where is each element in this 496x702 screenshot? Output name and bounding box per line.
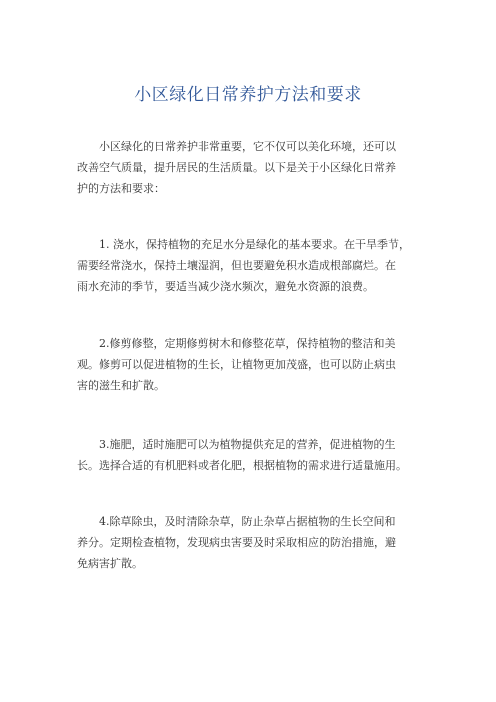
paragraph-line: 雨水充沛的季节，要适当减少浇水频次，避免水资源的浪费。 bbox=[77, 280, 374, 293]
paragraph-line: 护的方法和要求： bbox=[77, 182, 165, 195]
paragraph-intro bbox=[77, 136, 437, 199]
document-title: 小区绿化日常养护方法和要求 bbox=[134, 85, 362, 105]
paragraph-line: 长。选择合适的有机肥料或者化肥，根据植物的需求进行适量施用。 bbox=[77, 459, 407, 472]
paragraph-watering bbox=[77, 234, 437, 297]
paragraph-pruning bbox=[77, 333, 437, 396]
paragraph-line: 1. 浇水，保持植物的充足水分是绿化的基本要求。在干旱季节， bbox=[99, 238, 410, 251]
paragraph-line: 需要经常浇水，保持土壤湿润，但也要避免积水造成根部腐烂。在 bbox=[77, 259, 396, 272]
paragraph-fertilizing bbox=[77, 434, 437, 476]
paragraph-line: 改善空气质量，提升居民的生活质量。以下是关于小区绿化日常养 bbox=[77, 161, 396, 174]
paragraph-line: 4.除草除虫，及时清除杂草，防止杂草占据植物的生长空间和 bbox=[99, 515, 396, 528]
paragraph-weeding bbox=[77, 511, 437, 574]
paragraph-line: 3.施肥，适时施肥可以为植物提供充足的营养，促进植物的生 bbox=[99, 438, 396, 451]
paragraph-line: 免病害扩散。 bbox=[77, 557, 143, 570]
paragraph-line: 观。修剪可以促进植物的生长，让植物更加茂盛，也可以防止病虫 bbox=[77, 358, 396, 371]
paragraph-line: 害的滋生和扩散。 bbox=[77, 379, 165, 392]
paragraph-line: 2.修剪修整，定期修剪树木和修整花草，保持植物的整洁和美 bbox=[99, 337, 396, 350]
paragraph-line: 小区绿化的日常养护非常重要，它不仅可以美化环境，还可以 bbox=[99, 140, 396, 153]
paragraph-line: 养分。定期检查植物，发现病虫害要及时采取相应的防治措施，避 bbox=[77, 536, 396, 549]
